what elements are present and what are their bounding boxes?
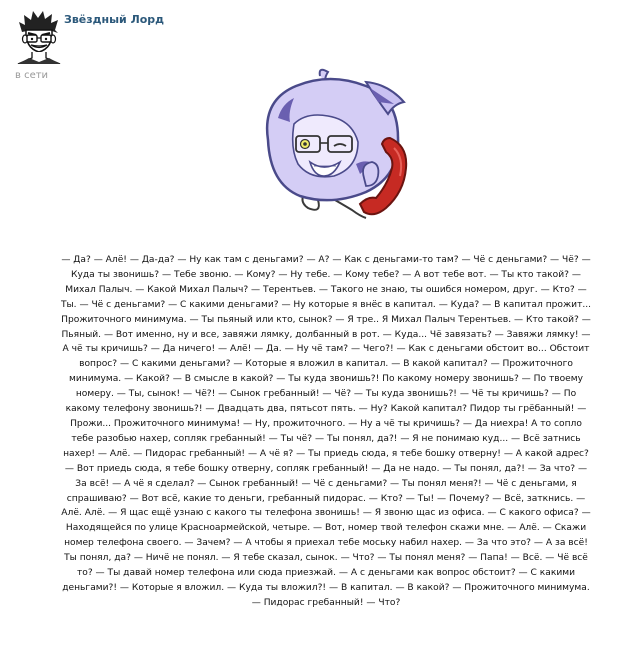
author-name-link[interactable]: Звёздный Лорд: [64, 13, 165, 26]
avatar-face-icon: [14, 8, 64, 64]
avatar[interactable]: [14, 8, 64, 64]
phone-character-icon: [248, 68, 423, 234]
sticker-illustration: [248, 68, 423, 234]
online-status: в сети: [15, 70, 49, 81]
dialogue-text: — Да? — Алё! — Да-да? — Ну как там с деньгами? — А? — Как с деньгами-то там? — Чё с деньгами? — Чё? — Куда ты звонишь? — Тебе звоню. — Кому? — Ну тебе. — Кому тебе? — А вот тебе вот. — Ты кто такой? — Михал Палыч. — Какой Михал Палыч? — Терентьев. — Такого не знаю, ты ошибся номером, друг. — Кто? — Ты. — Чё с деньгами? — С какими деньгами? — Ну которые я внёс в капитал. — Куда? — В капитал прожит... Прожиточного минимума. — Ты пьяный или кто, сынок? — Я тре.. Я Михал Палыч Терентьев. — Кто такой? — Пьяный. — Вот именно, ну и все, завяжи лямку, долбанный в рот. — Куда... Чё завязать? — Завяжи лямку! — А чё ты кричишь? — Да ничего! — Алё! — Да. — Ну чё там? — Чего?! — Как с деньгами обстоит во... Обстоит вопрос? — С какими деньгами? — Которые я вложил в капитал. — В какой капитал? — Прожиточного минимума. — Какой? — В смысле в какой? — Ты куда звонишь?! По какому номеру звонишь? — По твоему номеру. — Ты, сынок! — Чё?! — Сынок гребанный! — Чё? — Ты куда звонишь?! — Чё ты кричишь? — По какому телефону звонишь?! — Двадцать два, пятьсот пять. — Ну? Какой капитал? Пидор ты грёбанный! — Прожи... Прожиточного минимума! — Ну, прожиточного. — Ну а чё ты кричишь? — Да ниехра! А то сопло тебе разобью нахер, сопляк гребанный! — Ты чё? — Ты понял, да?! — Я не понимаю куд... — Всё затнись нахер! — Алё. — Пидорас гребанный! — А чё я? — Ты приедь сюда, я тебе бошку отверну! — А какой адрес? — Вот приедь сюда, я тебе бошку отверну, сопляк гребанный! — Да не надо. — Ты понял, да?! — За что? — За всё! — А чё я сделал? — Сынок гребанный! — Чё с деньгами? — Ты понял меня?! — Чё с деньгами, я спрашиваю? — Вот всё, какие то деньги, гребанный пидорас. — Кто? — Ты! — Почему? — Всё, заткнись. — Алё. Алё. — Я щас ещё узнаю с какого ты телефона звонишь! — Я звоню щас из офиса. — С какого офиса? — Находящейся по улице Красноармейской, четыре. — Вот, номер твой телефон скажи мне. — Алё. — Скажи номер телефона своего. — Зачем? — А чтобы я приехал тебе моську набил нахер. — За что это? — А за всё! Ты понял, да? — Ничё не понял. — Я тебе сказал, сынок. — Что? — Ты понял меня? — Папа! — Всё. — Чё всё то? — Ты давай номер телефона или сюда приезжай. — А с деньгами как вопрос обстоит? — С какими деньгами?! — Которые я вложил. — Куда ты вложил?! — В капитал. — В какой? — Прожиточного минимума. — Пидорас гребанный! — Что?: [60, 255, 592, 608]
